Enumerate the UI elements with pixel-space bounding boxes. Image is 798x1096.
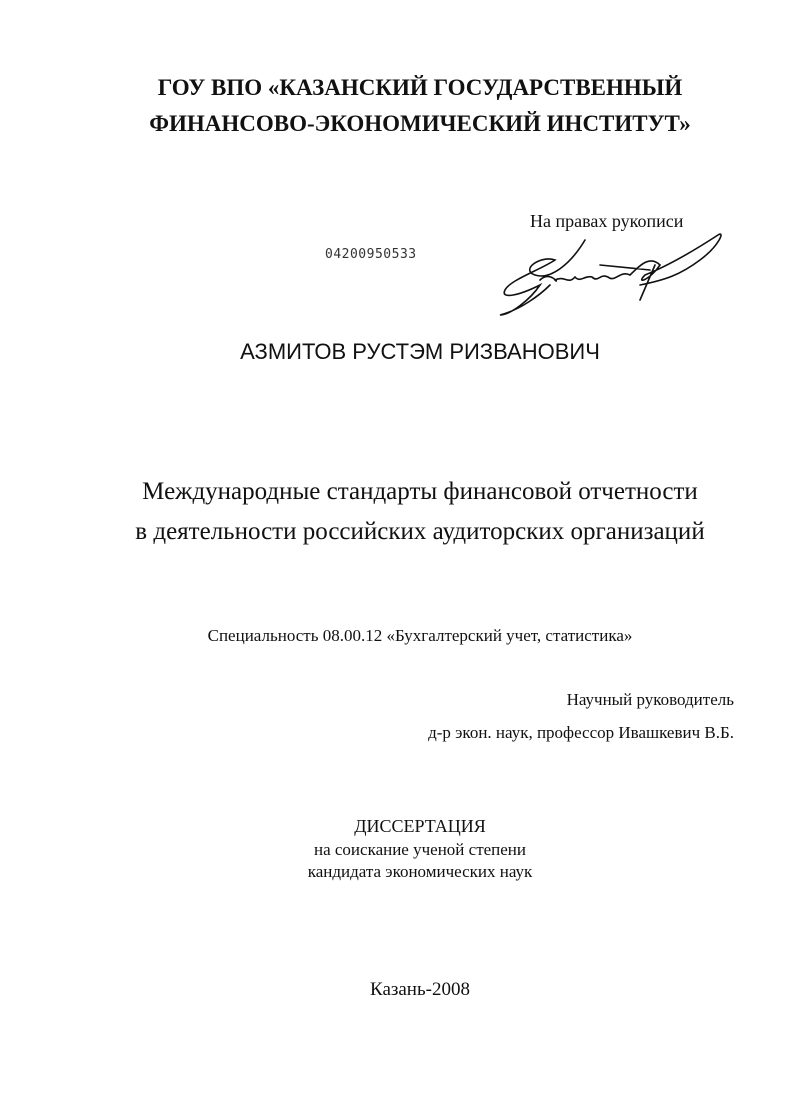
supervisor-label: Научный руководитель [566, 690, 734, 709]
dissertation-title-line-2: в деятельности российских аудиторских организаций [135, 518, 705, 545]
specialty: Специальность 08.00.12 «Бухгалтерский учет, статистика» [207, 626, 633, 645]
degree-line-2: кандидата экономических наук [307, 862, 533, 881]
catalog-number: 04200950533 [325, 247, 417, 262]
place-year: Казань-2008 [370, 979, 470, 1000]
signature [480, 225, 730, 325]
institution-line-2: ФИНАНСОВО-ЭКОНОМИЧЕСКИЙ ИНСТИТУТ» [149, 111, 691, 136]
degree-type: ДИССЕРТАЦИЯ [354, 816, 486, 836]
degree-line-1: на соискание ученой степени [313, 840, 527, 859]
manuscript-note: На правах рукописи [530, 211, 684, 231]
author-name: АЗМИТОВ РУСТЭМ РИЗВАНОВИЧ [240, 339, 600, 364]
dissertation-title-line-1: Международные стандарты финансовой отчетности [142, 478, 698, 505]
institution-line-1: ГОУ ВПО «КАЗАНСКИЙ ГОСУДАРСТВЕННЫЙ [157, 75, 683, 100]
supervisor-name: д-р экон. наук, профессор Ивашкевич В.Б. [428, 723, 734, 742]
